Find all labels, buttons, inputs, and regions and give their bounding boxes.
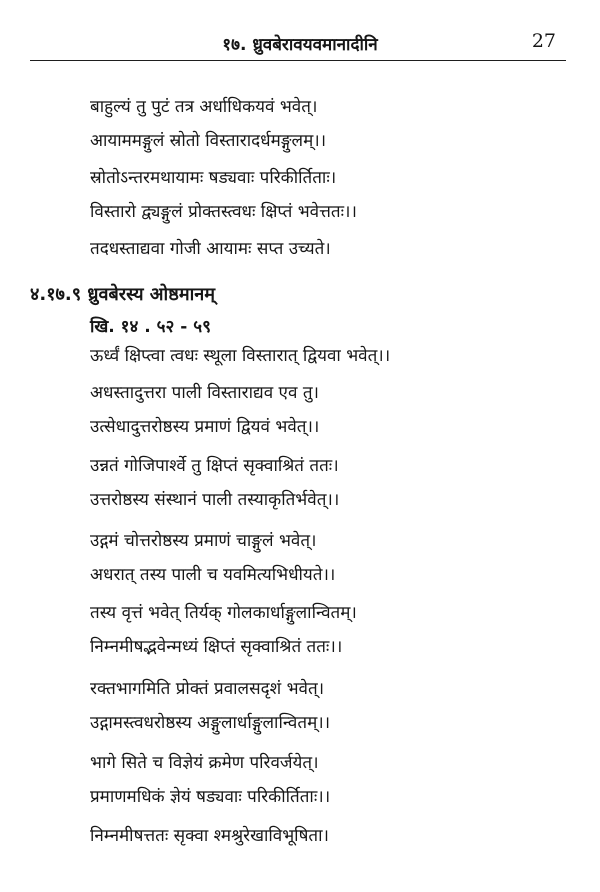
header-rule	[30, 60, 566, 61]
verse-line: उत्सेधादुत्तरोष्ठस्य प्रमाणं द्वियवं भवेत्।।	[90, 417, 320, 437]
verse-line: रक्तभागमिति प्रोक्तं प्रवालसदृशं भवेत्।	[90, 679, 325, 699]
running-title: १७. ध्रुवबेरावयवमानादीनि	[222, 35, 378, 55]
verse-line: अधस्तादुत्तरा पाली विस्ताराद्यव एव तु।	[90, 383, 319, 403]
verse-line: उन्नतं गोजिपार्श्वे तु क्षिप्तं सृक्वाश्रितं ततः।	[90, 456, 339, 476]
source-reference: खि. १४ . ५२ - ५९	[90, 317, 211, 337]
verse-line: स्रोतोऽन्तरमथायामः षड्यवाः परिकीर्तिताः।	[90, 168, 337, 188]
verse-line: तस्य वृत्तं भवेत् तिर्यक् गोलकार्धाङ्गुलान्वितम्।	[90, 603, 357, 623]
verse-line: प्रमाणमधिकं ज्ञेयं षड्यवाः परिकीर्तिताः।।	[90, 787, 331, 807]
verse-line: बाहुल्यं तु पुटं तत्र अर्धाधिकयवं भवेत्।	[90, 97, 318, 117]
verse-line: विस्तारो द्व्यङ्गुलं प्रोक्तस्त्वधः क्षिप्तं भवेत्ततः।।	[90, 202, 357, 222]
running-header	[0, 28, 600, 58]
verse-line: निम्नमीषत्ततः सृक्वा श्मश्रुरेखाविभूषिता।	[90, 826, 329, 846]
verse-line: उद्गामस्त्वधरोष्ठस्य अङ्गुलार्धाङ्गुलान्वितम्।।	[90, 713, 331, 733]
page-number: 27	[531, 30, 556, 52]
verse-line: भागे सिते च विज्ञेयं क्रमेण परिवर्जयेत्।	[90, 753, 319, 773]
verse-line: उत्तरोष्ठस्य संस्थानं पाली तस्याकृतिर्भवेत्।।	[90, 490, 340, 510]
verse-line: ऊर्ध्वं क्षिप्त्वा त्वधः स्थूला विस्तारात् द्वियवा भवेत्।।	[90, 346, 391, 366]
section-heading: ४.१७.९ ध्रुवबेरस्य ओष्ठमानम्	[30, 284, 216, 305]
verse-line: आयाममङ्गुलं स्रोतो विस्तारादर्धमङ्गुलम्।।	[90, 131, 327, 151]
verse-line: तदधस्ताद्यवा गोजी आयामः सप्त उच्यते।	[90, 239, 331, 259]
verse-line: निम्नमीषद्भवेन्मध्यं क्षिप्तं सृक्वाश्रितं ततः।।	[90, 637, 343, 657]
verse-line: अधरात् तस्य पाली च यवमित्यभिधीयते।।	[90, 565, 336, 585]
verse-line: उद्गमं चोत्तरोष्ठस्य प्रमाणं चाङ्गुलं भवेत्।	[90, 531, 317, 551]
